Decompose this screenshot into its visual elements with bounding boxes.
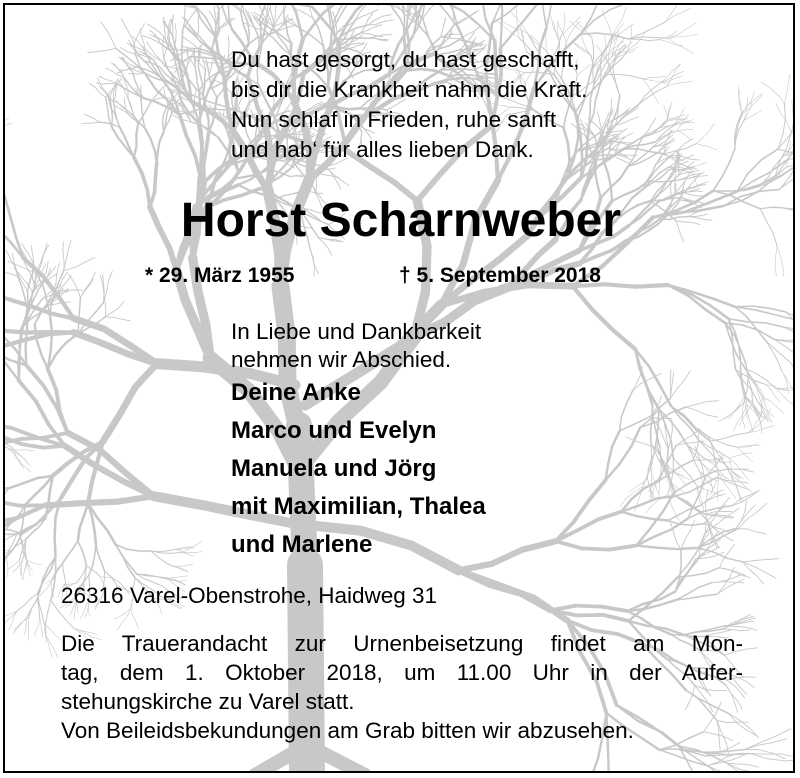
poem-line: Du hast gesorgt, du hast geschafft, <box>231 47 580 72</box>
mourner-line: Manuela und Jörg <box>231 455 437 482</box>
service-line: stehungskirche zu Varel statt. <box>61 689 355 714</box>
birth-date: * 29. März 1955 <box>145 264 295 287</box>
deceased-name: Horst Scharnweber <box>180 194 622 247</box>
service-info <box>61 633 743 749</box>
poem-line: bis dir die Krankheit nahm die Kraft. <box>231 77 588 102</box>
death-date: † 5. September 2018 <box>399 264 601 287</box>
mourner-line: Deine Anke <box>231 379 361 406</box>
mourner-line: mit Maximilian, Thalea <box>231 493 486 520</box>
intro-line: nehmen wir Abschied. <box>231 347 452 372</box>
poem-line: Nun schlaf in Frieden, ruhe sanft <box>231 107 557 132</box>
mourners-list <box>231 381 486 571</box>
mourner-line: und Marlene <box>231 531 373 558</box>
service-line: tag, dem 1. Oktober 2018, um 11.00 Uhr in der Aufer- <box>61 660 743 685</box>
poem <box>231 49 587 169</box>
service-line: Die Trauerandacht zur Urnenbeisetzung findet am Mon- <box>61 631 743 656</box>
intro-line: In Liebe und Dankbarkeit <box>231 319 482 344</box>
poem-line: und hab‘ für alles lieben Dank. <box>231 137 534 162</box>
address: 26316 Varel-Obenstrohe, Haidweg 31 <box>61 583 438 608</box>
mourner-line: Marco und Evelyn <box>231 417 437 444</box>
obituary-notice <box>3 3 795 773</box>
farewell-intro <box>231 321 481 377</box>
service-line: Von Beileidsbekundungen am Grab bitten wir abzusehen. <box>61 718 634 743</box>
